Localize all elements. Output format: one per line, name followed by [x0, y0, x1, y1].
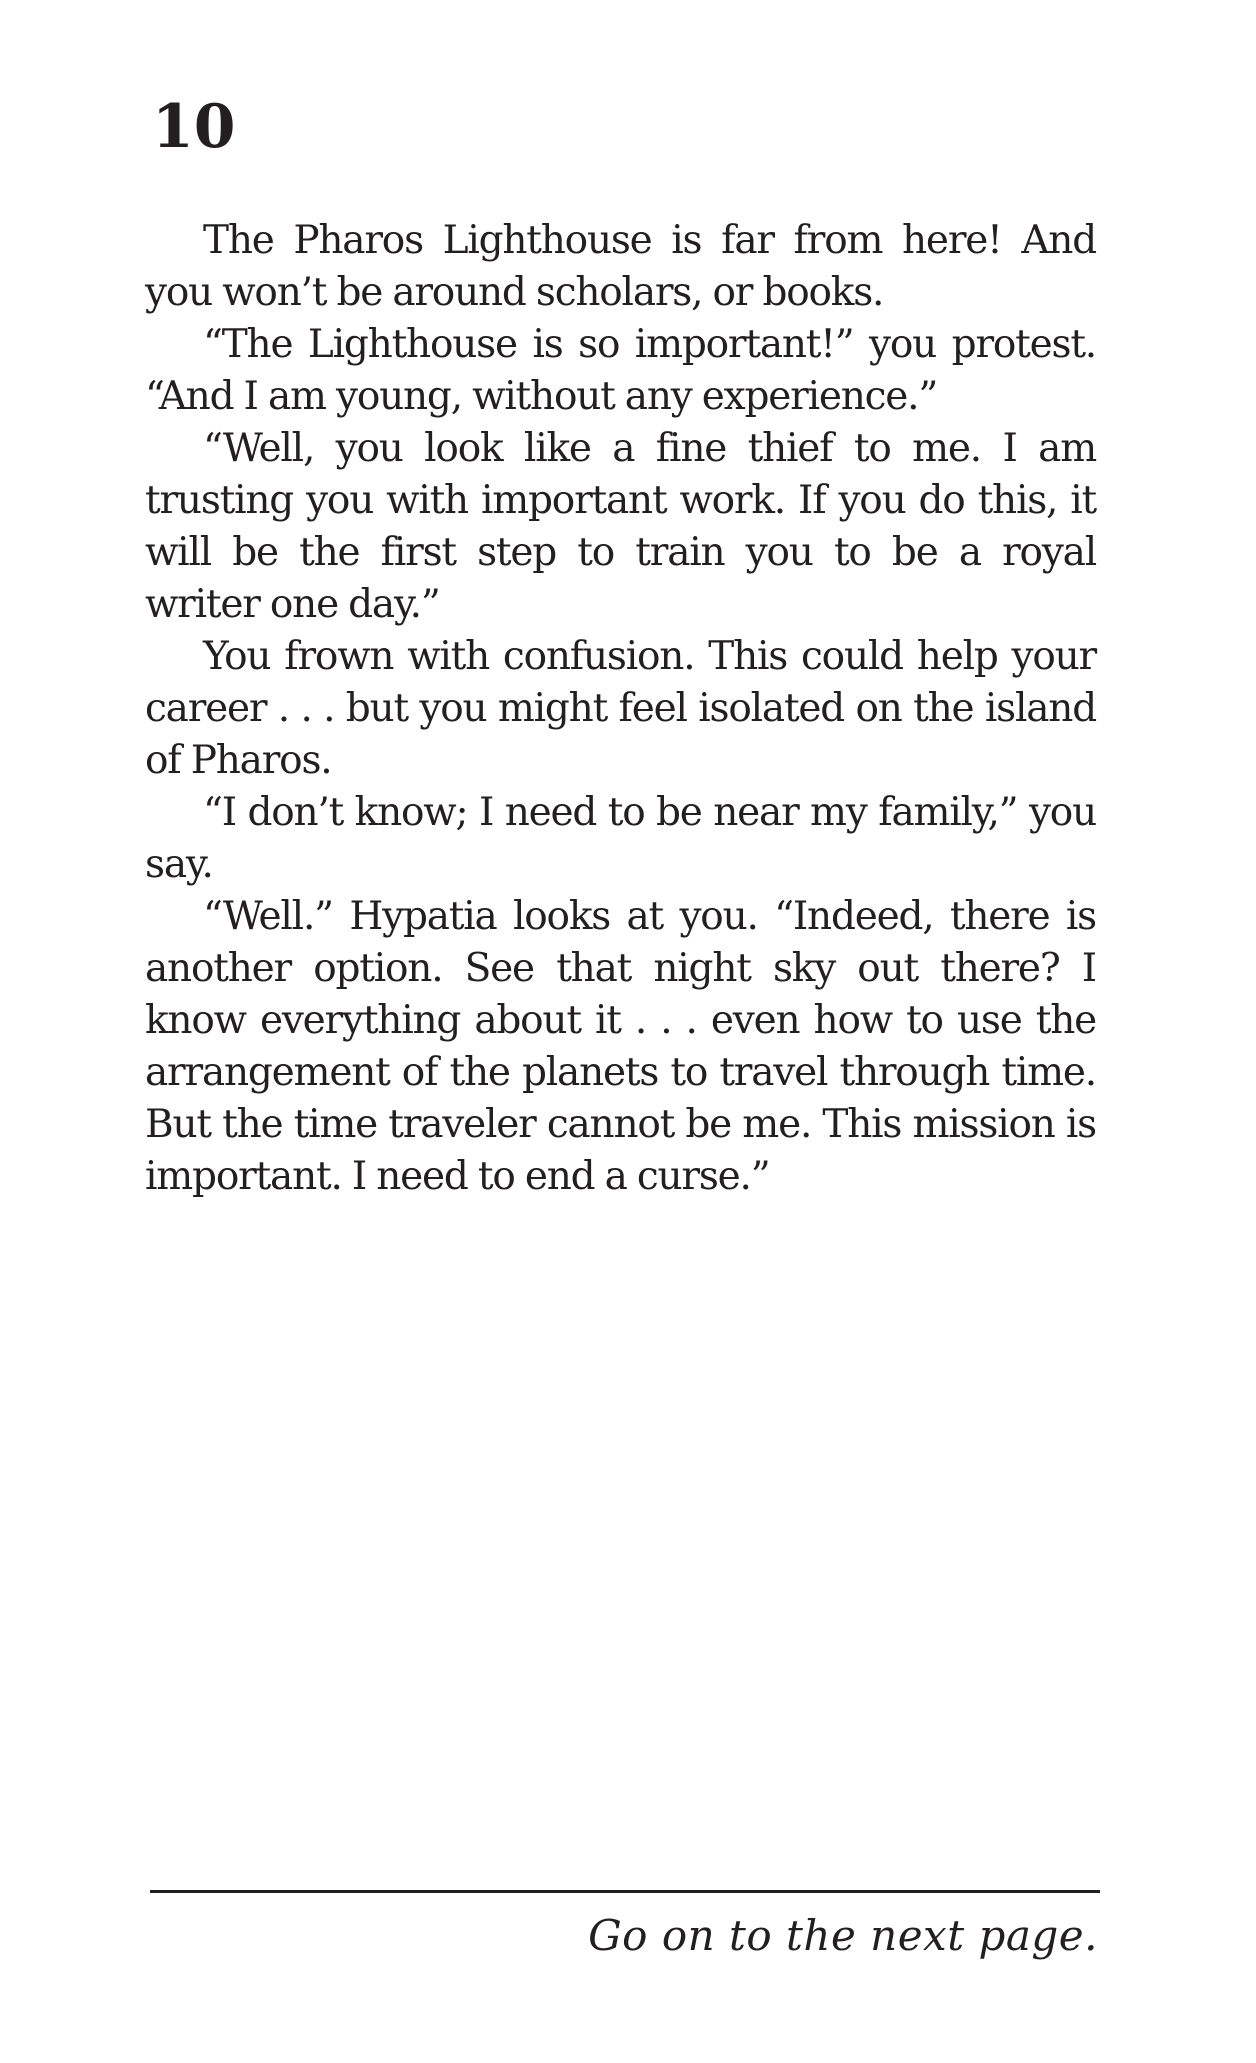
footer-divider: [150, 1890, 1100, 1893]
paragraph: You frown with confusion. This could help your career . . . but you might feel isolated on the island of Pharos.: [145, 634, 1096, 783]
paragraph: “Well.” Hypatia looks at you. “Indeed, there is another option. See that night sky out there? I know everything about it . . . even how to use the arrangement of the planets to travel through time. But the time traveler cannot be me. This mission is important. I need to end a curse.”: [145, 894, 1096, 1199]
paragraph: “Well, you look like a fine thief to me. I am trusting you with important work. If you do this, it will be the first step to train you to be a royal writer one day.”: [145, 426, 1096, 627]
footer-next-page-note: Go on to the next page.: [588, 1911, 1098, 1960]
page-number: 10: [152, 92, 236, 162]
paragraph: The Pharos Lighthouse is far from here! And you won’t be around scholars, or books.: [145, 218, 1096, 315]
paragraph: “The Lighthouse is so important!” you protest. “And I am young, without any experience.”: [145, 322, 1096, 419]
paragraph: “I don’t know; I need to be near my family,” you say.: [145, 790, 1096, 887]
body-text: [145, 215, 1096, 1203]
